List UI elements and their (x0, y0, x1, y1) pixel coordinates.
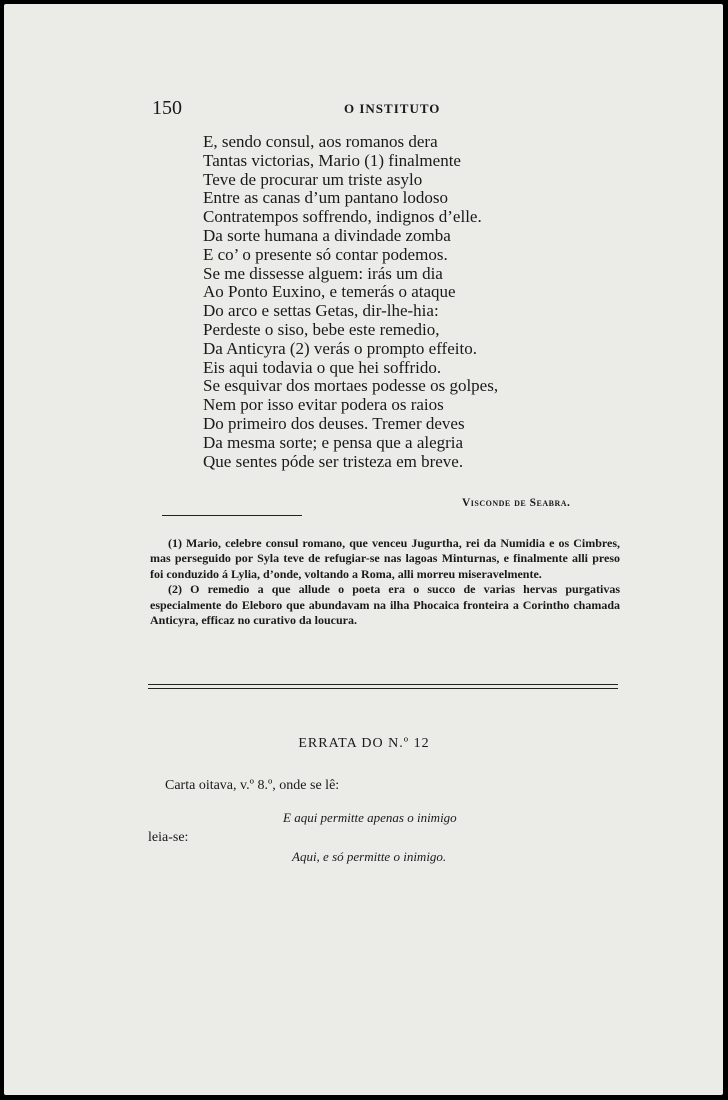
poem-line: Contratempos soffrendo, indignos d’elle. (203, 207, 482, 227)
section-rule-top (148, 684, 618, 685)
poem-line: Entre as canas d’um pantano lodoso (203, 188, 449, 208)
footnote-1: (1) Mario, celebre consul romano, que venceu Jugurtha, rei da Numidia e os Cimbres, mas perseguido por Syla teve de refugiar-se nas lagoas Minturnas, e finalmente alli preso foi conduzido á Lylia, d’onde, voltando a Roma, alli morreu miseravelmente. (150, 536, 620, 581)
poem-signature: Visconde de Seabra. (462, 497, 571, 509)
poem-line: Da Anticyra (2) verás o prompto effeito. (203, 338, 477, 358)
poem-line: E, sendo consul, aos romanos dera (203, 132, 438, 151)
poem (203, 133, 533, 471)
running-title: O INSTITUTO (344, 101, 441, 116)
signature-rule (162, 515, 302, 516)
poem-line: Se me dissesse alguem: irás um dia (203, 263, 443, 283)
poem-line: Que sentes póde ser tristeza em breve. (203, 451, 464, 471)
poem-line: Nem por isso evitar podera os raios (203, 395, 444, 415)
poem-line: Eis aqui todavia o que hei soffrido. (203, 357, 442, 377)
footnotes (150, 536, 620, 628)
errata-title: ERRATA DO N.º 12 (298, 736, 430, 751)
section-rule-bottom (148, 688, 618, 689)
poem-line: Do primeiro dos deuses. Tremer deves (203, 413, 465, 433)
page-header (152, 97, 622, 121)
errata-reference: Carta oitava, v.º 8.º, onde se lê: (165, 778, 340, 793)
poem-line: Da mesma sorte; e pensa que a alegria (203, 432, 464, 452)
poem-line: Teve de procurar um triste asylo (203, 169, 423, 189)
poem-line: Perdeste o siso, bebe este remedio, (203, 319, 440, 339)
poem-line: Ao Ponto Euxino, e temerás o ataque (203, 282, 456, 302)
poem-line: Da sorte humana a divindade zomba (203, 225, 451, 245)
poem-line: Tantas victorias, Mario (1) finalmente (203, 150, 461, 170)
footnote-2: (2) O remedio a que allude o poeta era o succo de varias hervas purgativas especialmente do Eleboro que abundavam na ilha Phocaica fronteira a Corintho chamada Anticyra, efficaz no curativo da loucura. (150, 582, 620, 628)
poem-line: Se esquivar dos mortaes podesse os golpes, (203, 376, 499, 396)
errata-correct-text: Aqui, e só permitte o inimigo. (292, 849, 447, 864)
page-number: 150 (152, 97, 182, 119)
poem-line: Do arco e settas Getas, dir-lhe-hia: (203, 301, 439, 321)
errata-read-label: leia-se: (148, 830, 189, 845)
poem-line: E co’ o presente só contar podemos. (203, 244, 448, 264)
errata-wrong-text: E aqui permitte apenas o inimigo (283, 810, 457, 825)
